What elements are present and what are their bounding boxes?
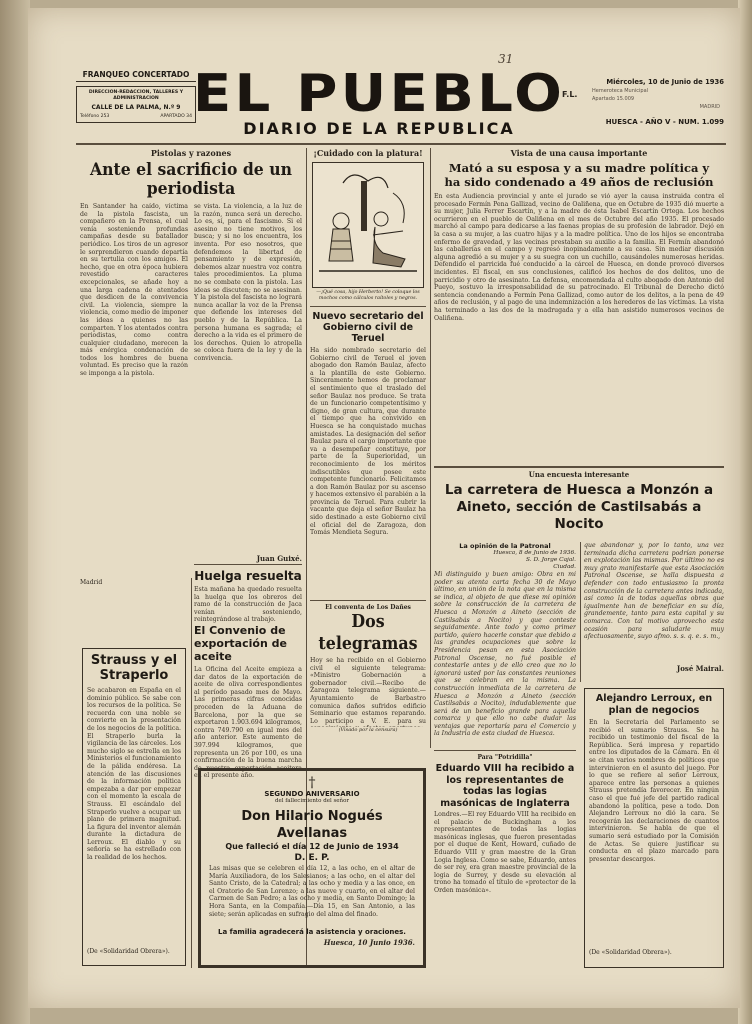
- carretera-letter-cont: [584, 542, 724, 673]
- article-carretera: [434, 470, 724, 536]
- section-rule: [434, 466, 724, 468]
- censura-note: (Visado por la censura): [338, 727, 398, 733]
- obituary-place: Huesca, 10 Junio 1936.: [323, 938, 415, 947]
- article-kicker: Pistolas y razones: [150, 148, 232, 158]
- section-rule: [434, 750, 576, 751]
- reclusion-headline: Mató a su esposa y a su madre política y ha sido condenado a 49 años de reclusión: [444, 161, 714, 189]
- article-reclusion: [434, 148, 724, 443]
- newspaper-page: [28, 8, 740, 1008]
- lerroux-signature: (De «Solidaridad Obrera»).: [589, 949, 672, 956]
- column-rule: [191, 578, 192, 968]
- obituary-cross-icon: †: [308, 775, 316, 791]
- eduardo-body: Londres.—El rey Eduardo VIII ha recibido en el palacio de Buckingham a los representantes de todas las logias masónicas inglesas, que fueron presentadas por el duque de Kent, Howard, cuñado de Eduardo VIII y gran maestre de la Gran Logia Inglesa. Como se sabe, Eduardo, antes de ser rey, era gran maestre provincial de la logia de Surrey, y desde su elevación al trono ha tomado el título de «protector de la Orden masónica».: [434, 811, 576, 894]
- masthead-left-box: [76, 70, 196, 123]
- paper-edge-right: [738, 0, 752, 1024]
- masthead-rule: [76, 143, 726, 145]
- telegramas-headline: Dos telegramas: [318, 611, 418, 654]
- carretera-signature: José Mairal.: [676, 664, 724, 673]
- article-huelga: [194, 568, 302, 626]
- article-body-col-b: se vista. La violencia, a la luz de la razón, nunca será un derecho. Lo es, sí, para el fascismo. Si el asesino no tiene motivos, los busca; y si no los encuentra, los inventa. Por eso nosotros, que defendemos la libertad de pensamiento y de expresión, debemos alzar nuestra voz contra tales procedimientos. La pluma no se combate con la pistola. Las ideas se discuten; no se asesinan. Y la pistola del fascista no logrará nunca acallar la voz de la Prensa que defiende los intereses del pueblo y de la República. La persona humana es sagrada; el derecho a la vida es el primero de los derechos. Quien lo atropella se coloca fuera de la ley y de la convivencia.: [194, 203, 302, 362]
- article-body-col-a: En Santander ha caído, víctima de la pistola fascista, un compañero en la Prensa, el cual venía sosteniendo profundas campañas desde su batallador periódico. Los tiros de un agresor le sorprendieron cuando departía en su tertulia con los amigos. El hecho, que en otra época hubiera revestido caracteres excepcionales, se añade hoy a una larga cadena de atentados que desdicen de la convivencia civil. La violencia, siempre la violencia, como medio de imponer las ideas a quienes no las comparten. Y los atentados contra periodistas, como contra cualquier ciudadano, merecen la más enérgica condenación de todos los hombres de buena voluntad. Es preciso que la razón se imponga a la pistola.: [80, 203, 188, 378]
- obituary-notice: [198, 768, 426, 968]
- article-place: Madrid: [80, 579, 103, 586]
- article-cartoon: [310, 148, 426, 733]
- carretera-dateline: Huesca, 8 de Junio de 1936. S. D. Jorge Cajal. Ciudad.: [493, 550, 576, 570]
- column-rule: [430, 148, 431, 748]
- reclusion-kicker: Vista de una causa importante: [510, 148, 648, 158]
- masthead-right-box: [558, 78, 724, 126]
- strauss-headline: Strauss y el Straperlo: [90, 653, 178, 683]
- telefono-label: Teléfono 253: [80, 114, 110, 119]
- obituary-dep: D. E. P.: [294, 853, 330, 863]
- cartoon-kicker: ¡Cuidado con la platura!: [313, 148, 423, 158]
- handwritten-number: 31: [498, 52, 514, 66]
- edition-label: HUESCA - AÑO V - NUM. 1.099: [605, 118, 724, 126]
- article-periodista: [80, 148, 302, 586]
- obituary-died: Que falleció el día 12 de Junio de 1934: [225, 842, 399, 851]
- strauss-body: Se acabaron en España en el dominio público. Se sabe con los recursos de la política. Se recuerda con una noble se convierte en la presentación de los negocios de la política. El Straperlo burla la vigilancia de las cárceles. Los mucho siglo se estrella en los Ministerios el funcionamiento de la pálida endéresa. La atención de las discusiones de la información política empezaba a dar por empezar con el momento la escala de Strauss. El escándalo del Straperlo vuelve a ocupar un plano de primera magnitud. La figura del inventor alemán durante la dictadura de Lerroux. El diablo y su señoría se ha estrellado con la realidad de los hechos.: [87, 687, 181, 862]
- carretera-kicker: Una encuesta interesante: [528, 470, 630, 479]
- eduardo-headline: Eduardo VIII ha recibido a los representantes de todas las logias masónicas de Inglaterra: [435, 763, 575, 809]
- newspaper-subtitle: DIARIO DE LA REPUBLICA: [243, 119, 515, 138]
- article-signature: Juan Guixé.: [256, 554, 302, 563]
- convenio-headline: El Convenio de exportación de aceite: [194, 624, 287, 663]
- reclusion-body: En esta Audiencia provincial y ante el jurado se vió ayer la causa instruida contra el procesado Fermín Pena Gallizad, vecino de Oaliñena, que en Octubre de 1935 dió muerte a su mujer, Julia Ferrer Escartín, y a la madre de ésta Isabel Escartín Ortega. Los hechos ocurrieron en el pueblo de Oaliñena en el mes de Octubre del año 1935. El procesado marchó al campo para dedicarse a las faenas propias de su profesión de labrador. Dejó en la casa a su mujer, a las cuatro hijas y a la madre política. Uno de los hijos se encontraba enfermo de gravedad, y las vecinas prestaban su auxilio a la familia. El Fermín abandonó las caballerías en el campo y regresó inopinadamente a su casa. Sin mediar discusión alguna agredió a su mujer y a su suegra con un cuchillo, causándoles numerosas heridas. Defendido el parricida fué conducido a la cárcel de Huesca, en donde provocó diversos incidentes. El fiscal, en sus conclusiones, calificó los hechos de dos delitos, uno de parricidio y otro de asesinato. La defensa, encomendada al culto abogado don Antonio del Pueyo, sostuvo la irresponsabilidad de su patrocinado. El Tribunal de Derecho dictó sentencia condenando a Fermín Pena Gallizad, como autor de los delitos, a la pena de 49 años de reclusión, y al pago de una indemnización a los herederos de las víctimas. La vista ha terminado a las dos de la madrugada y a ella han asistido numerosos vecinos de Oaliñena.: [434, 193, 724, 322]
- lerroux-body: En la Secretaría del Parlamento se recibió el sumario Strauss. Se ha recibido un testimonio del fiscal de la República. Será impresa y repartido entre los diputados de la Cámara. En él se citan varios nombres de políticos que intervinieron en el asunto del juego. Por lo que se refiere al señor Lerroux, aparece entre las personas a quienes Strauss pretendía favorecer. En ningún caso el que fué jefe del partido radical abandonó la política, pese a todo. Don Alejandro Lerroux no dió la cara. Se recogerán las declaraciones de cuantos intervinieron. Se habla de que el sumario será estudiado por la Comisión de Actas. Se quiere justificar su conducta en el plazo marcado para presentar descargos.: [589, 719, 719, 863]
- telegramas-kicker: El conventa de Los Dañes: [325, 604, 411, 611]
- obituary-body: Las misas que se celebren el día 12, a las ocho, en el altar de María Auxiliadora, de los Salesianos; a las ocho, en el altar del Santo Cristo, de la Catedral; a las ocho y media y a las once, en el Oratorio de San Lorenzo; a las nueve y cuarto, en el altar del Carmen de San Pedro; a las ocho y media, en Santo Domingo; la Hora Santa, en la Compañía.—Día 15, en San Antonio, a las siete; serán aplicadas en sufragio del alma del finado.: [209, 865, 415, 918]
- obituary-family: La familia agradecerá la asistencia y oraciones.: [218, 928, 406, 936]
- huelga-headline: Huelga resuelta: [194, 569, 302, 583]
- carretera-headline: La carretera de Huesca a Monzón a Aineto, sección de Castilsabás a Nocito: [444, 482, 714, 532]
- direccion-label: DIRECCION-REDACCION, TALLERES Y ADMINISTRACION: [88, 90, 184, 101]
- eduardo-kicker: Para "Potridilla": [477, 754, 533, 761]
- cartoon-illustration: [312, 162, 424, 288]
- telegramas-body: Hoy se ha recibido en el Gobierno civil el siguiente telegrama: «Ministro Gobernación a gobernador civil.—Recibo de Zaragoza telegrama siguiente.—Ayuntamiento de Barbastro comunica daños sufridos edificio Seminario que estamos reparando. Lo participo a V. E. para su: [310, 657, 426, 725]
- article-convenio: [194, 624, 302, 786]
- stamp-text-1: Hemeroteca Municipal: [592, 88, 649, 94]
- convenio-body: La Oficina del Aceite empieza a dar datos de la exportación de aceite de oliva correspondientes al período pasado mes de Mayo. Las primeras cifras conocidas proceden de la Aduana de Barcelona, por la que se exportaron 1.903.694 kilogramos, contra 749.790 en igual mes del año anterior. Este aumento de 397.994 kilogramos, que representa un 26 por 100, es una confirmación de la buena marcha de nuestra exportación aceitera en el presente año.: [194, 666, 302, 780]
- carretera-subhead: La opinión de la Patronal: [459, 542, 551, 550]
- article-strauss: [82, 648, 186, 966]
- teruel-body: Ha sido nombrado secretario del Gobierno civil de Teruel el joven abogado don Ramón Baulaz, afecto a la plantilla de este Gobierno. Sinceramente hemos de proclamar el sentimiento que el traslado del señor Baulaz nos produce. Se trata de un funcionario competentísimo y digno, de gran cultura, que durante el tiempo que ha convivido en Huesca se ha conquistado muchas amistades. La designación del señor Baulaz para el cargo importante que va a desempeñar constituye, por parte de la Superioridad, un reconocimiento de los méritos indiscutibles que posee este competente funcionario. Felicitamos a don Ramón Baulaz por su ascenso y hacemos extensivo el parabién a la provincia de Teruel. Para cubrir la vacante que deja el señor Baulaz ha sido destinado a este Gobierno civil el oficial del de Zaragoza, don Tomás Mendieta Segura.: [310, 347, 426, 537]
- franqueo-label: FRANQUEO CONCERTADO: [76, 70, 196, 82]
- stamp-text-2: Apartado 15.009: [592, 96, 635, 102]
- stamp-city: MADRID: [699, 104, 720, 110]
- carretera-letter-body-2: que abandonar y, por lo tanto, una vez terminada dicha carretera podrían ponerse en explotación las mismas. Por último no es muy grato manifestarle que esta Asociación Patronal Oscense, se halla dispuesta a defender con todo entusiasmo la pronta construcción de la carretera antes indicada, así como la de todas aquellas obras que igualmente han de beneficiar en su día, grandemente, tanto para esta capital y su comarca. Con tal motivo aprovecho esta ocasión para saludarle muy afectuosamente, suyo afmo. s. s. q. e. s. m.,: [584, 542, 724, 641]
- cartoon-caption: —¡Qué cosa, hijo Herberto! Se coloque los mochos como cálculos raítoles y negros.: [316, 290, 420, 301]
- obituary-line-2: del fallecimiento del señor: [274, 798, 350, 804]
- stamp-initials: F.L.: [562, 90, 578, 99]
- apartado-label: APARTADO 34: [160, 114, 192, 119]
- lerroux-headline: Alejandro Lerroux, en plan de negocios: [595, 693, 713, 716]
- cartoon-drawing: [313, 163, 423, 287]
- issue-date: Miércoles, 10 de Junio de 1936: [606, 78, 724, 86]
- binding-edge-left: [0, 0, 30, 1024]
- article-lerroux: [584, 688, 724, 968]
- newspaper-title: EL PUEBLO: [192, 64, 566, 124]
- calle-label: CALLE DE LA PALMA, N.º 9: [91, 104, 181, 111]
- carretera-letter-body: Mi distinguido y buen amigo: Obra en mi poder su atenta carta fecha 30 de Mayo último, en unión de la nota que en la misma se indica, al objeto de que diese mi opinión sobre la construcción de la carretera de Huesca a Monzón a Aineto (sección de Castilsabás a Nocito) y que conteste seguidamente. Ante todo y como primer partido, quiero hacerle constar que debido a las grandes ocupaciones que sobre la Presidencia pesan en esta Asociación Patronal Oscense, no fué posible el contestarle antes y de ello creo que no lo ignorará usted por las constantes reuniones que se celebran en la misma. La construcción inmediata de la carretera de Huesca a Monzón a Aineto (sección Castilsabás a Nocito), indudablemente que será de un beneficio grande para aquella comarca y que ello no cabe dudar las ventajas que reportaría para el Comercio y la Industria de esta ciudad de Huesca.: [434, 571, 576, 738]
- teruel-headline: Nuevo secretario del Gobierno civil de Teruel: [312, 311, 424, 344]
- obituary-line-1: SEGUNDO ANIVERSARIO: [264, 790, 360, 798]
- article-headline: Ante el sacrificio de un periodista: [90, 160, 292, 199]
- article-eduardo: [434, 754, 576, 941]
- obituary-name: Don Hilario Nogués Avellanas: [241, 809, 383, 841]
- strauss-signature: (De «Solidaridad Obrera»).: [87, 948, 170, 955]
- masthead-title-block: [192, 64, 566, 138]
- column-rule: [580, 542, 581, 682]
- carretera-letter: [434, 542, 576, 769]
- huelga-body: Esta mañana ha quedado resuelta la huelga que los obreros del ramo de la construcción de Jaca venían sosteniendo, reintegrándose al trabajo.: [194, 586, 302, 624]
